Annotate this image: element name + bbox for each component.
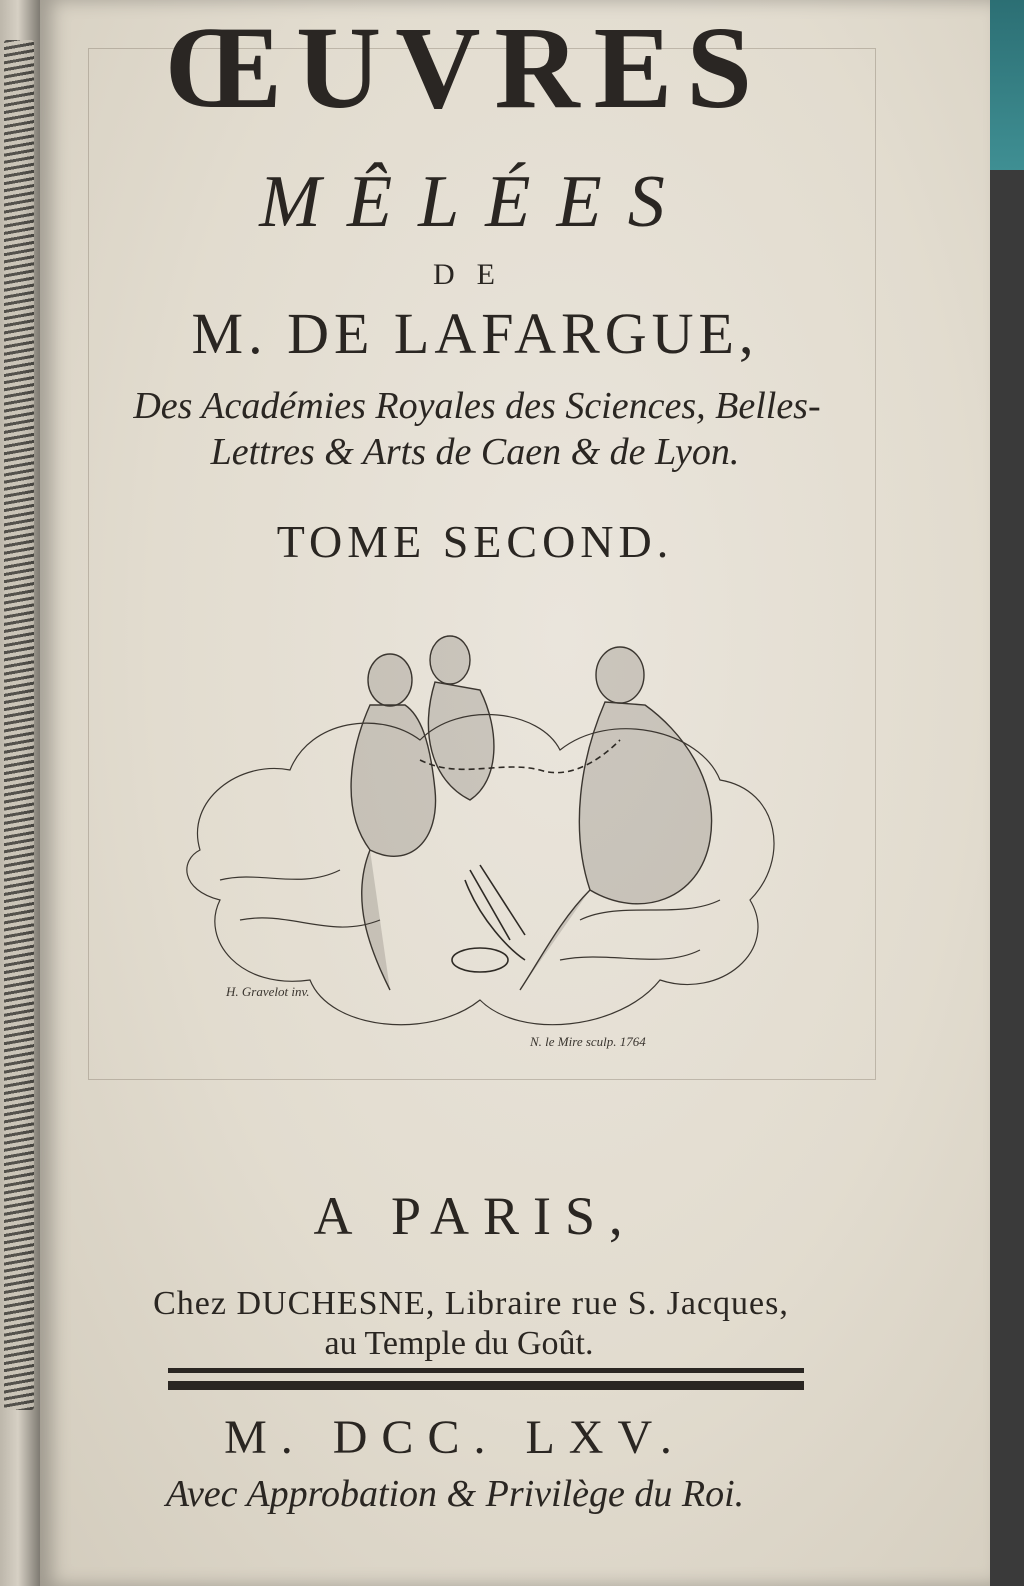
imprint-year: M. DCC. LXV. xyxy=(224,1411,686,1464)
volume-label: TOME SECOND. xyxy=(276,516,674,567)
imprint-publisher-line-2: au Temple du Goût. xyxy=(324,1325,594,1362)
title-preposition: DE xyxy=(433,258,517,291)
thick-rule xyxy=(168,1381,804,1390)
privilege-statement: Avec Approbation & Privilège du Roi. xyxy=(165,1473,745,1515)
imprint-publisher-line-1: Chez DUCHESNE, Libraire rue S. Jacques, xyxy=(153,1285,789,1322)
author-name: M. DE LAFARGUE, xyxy=(191,301,759,366)
thin-rule xyxy=(168,1368,804,1373)
title-page xyxy=(40,0,990,1586)
author-affiliation-line-2: Lettres & Arts de Caen & de Lyon. xyxy=(210,431,740,473)
book-subtitle: MÊLÉES xyxy=(259,161,691,243)
engraver-signature: N. le Mire sculp. 1764 xyxy=(530,1034,646,1049)
author-affiliation-line-1: Des Académies Royales des Sciences, Belles- xyxy=(133,385,821,427)
background-surface xyxy=(990,0,1024,170)
designer-signature: H. Gravelot inv. xyxy=(226,984,310,999)
book-title: ŒUVRES xyxy=(164,2,766,133)
imprint-place: A PARIS, xyxy=(313,1186,637,1246)
